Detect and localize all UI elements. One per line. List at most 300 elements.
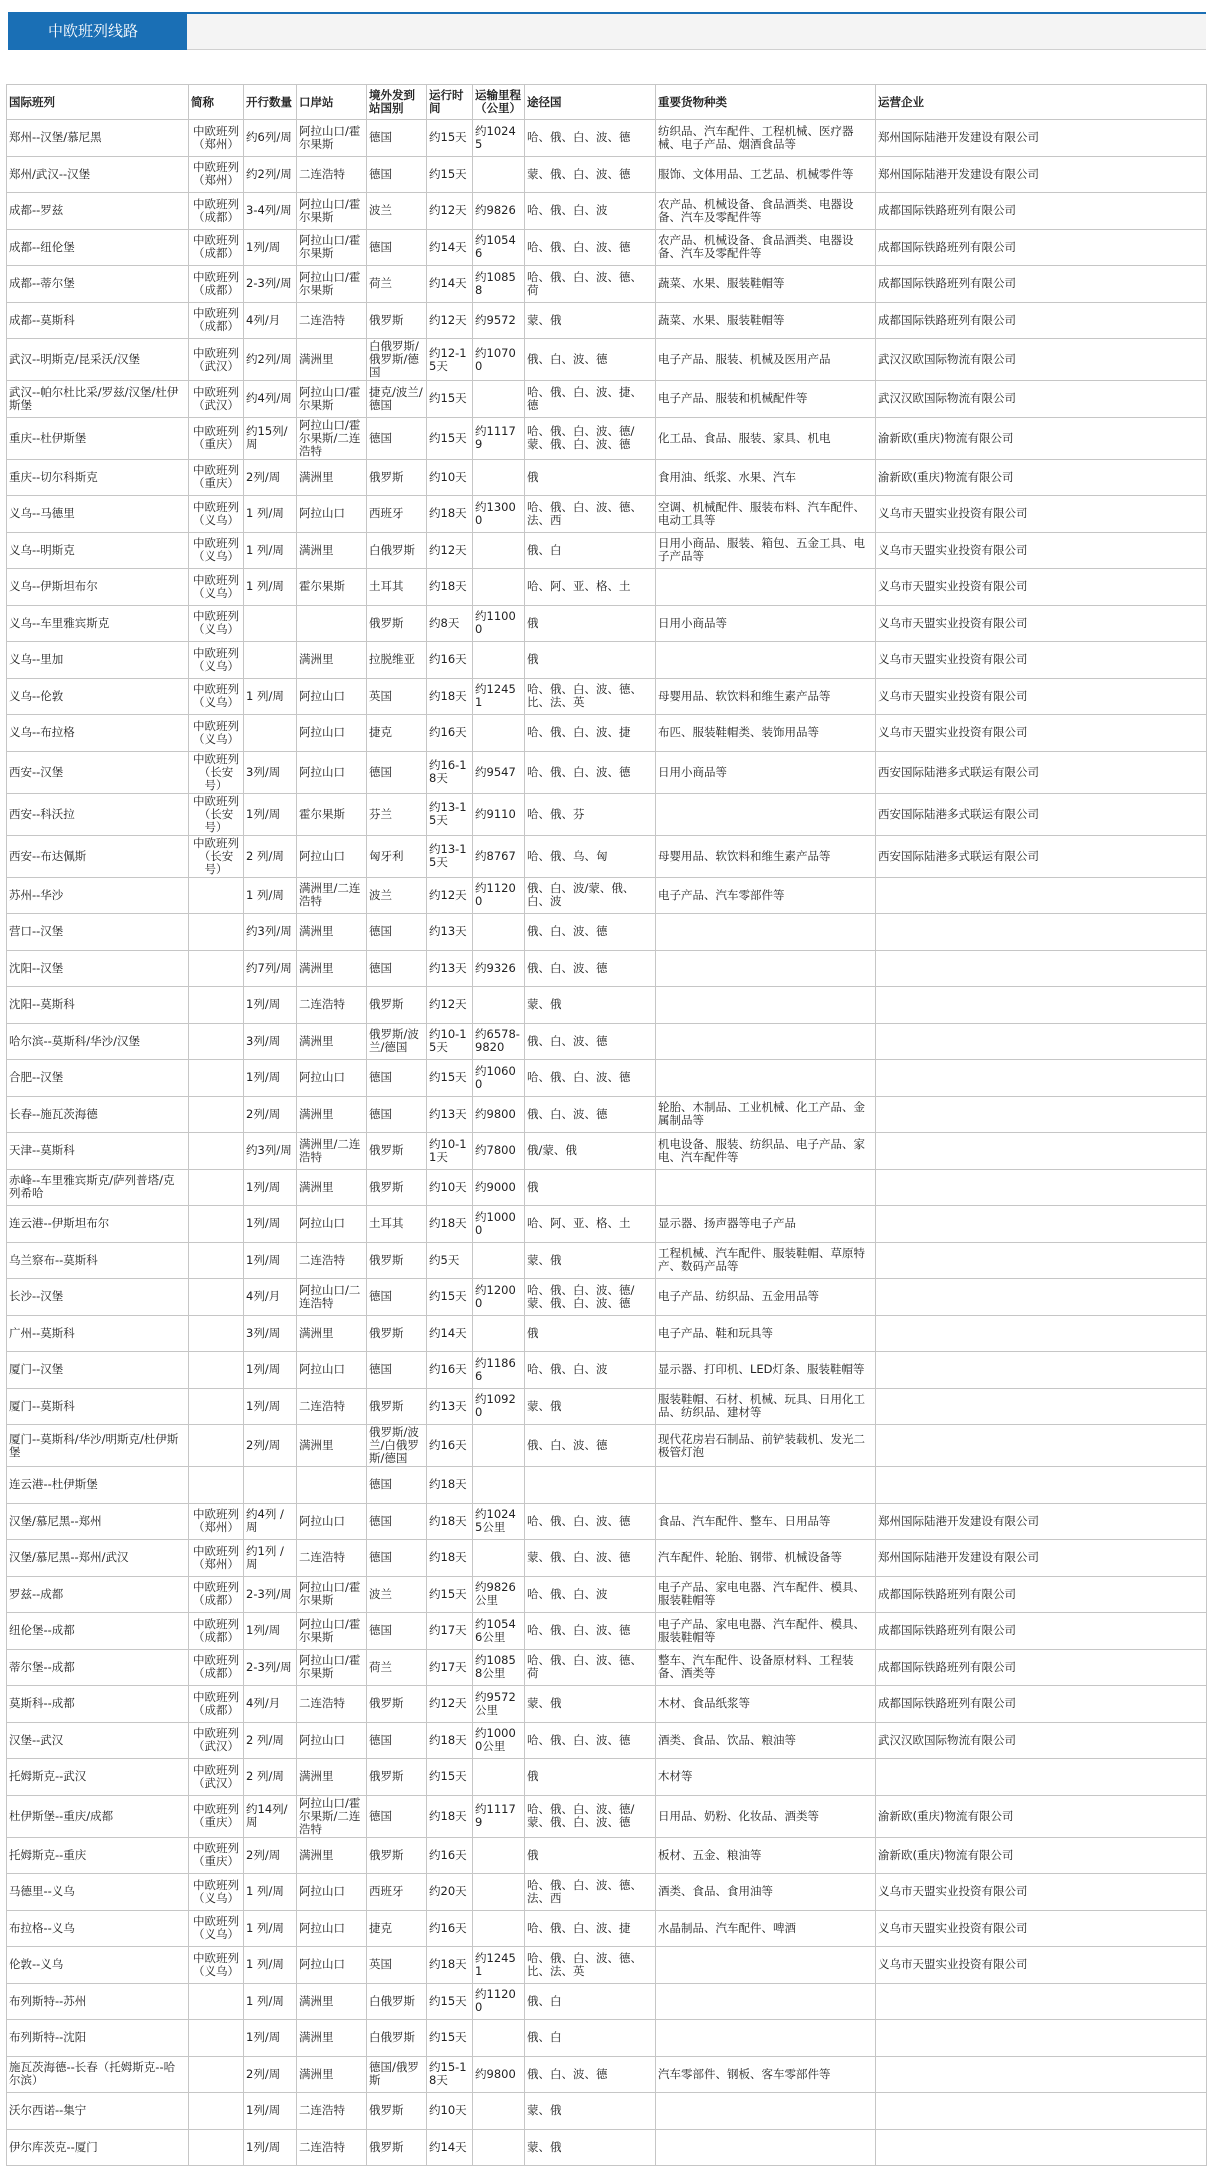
table-cell: 中欧班列（重庆）	[189, 417, 244, 459]
table-cell: 成都国际铁路班列有限公司	[876, 266, 1207, 303]
table-cell: 义乌--伊斯坦布尔	[7, 569, 189, 606]
table-cell: 约10000公里	[473, 1722, 525, 1759]
table-cell: 成都国际铁路班列有限公司	[876, 1576, 1207, 1613]
table-cell: 约15天	[427, 1279, 473, 1316]
table-cell: 俄罗斯	[367, 1169, 427, 1206]
table-cell: 电子产品、家电电器、汽车配件、模具、服装鞋帽等	[656, 1576, 876, 1613]
table-cell: 沃尔西诺--集宁	[7, 2093, 189, 2130]
table-cell: 俄、白、波、德	[525, 2056, 656, 2093]
table-cell: 约18天	[427, 1503, 473, 1540]
table-cell	[189, 1315, 244, 1352]
table-cell: 约15天	[427, 1060, 473, 1097]
table-row	[7, 2093, 1207, 2130]
table-cell	[876, 1279, 1207, 1316]
table-cell: 约1列 / 周	[244, 1540, 297, 1577]
table-cell: 满洲里	[297, 950, 367, 987]
table-cell: 义乌市天盟实业投资有限公司	[876, 642, 1207, 679]
table-cell: 约10245公里	[473, 1503, 525, 1540]
table-cell: 满洲里	[297, 1315, 367, 1352]
table-cell: 1 列/周	[244, 569, 297, 606]
table-cell: 约10天	[427, 459, 473, 496]
table-cell: 布拉格--义乌	[7, 1910, 189, 1947]
table-cell: 德国	[367, 229, 427, 266]
table-cell: 约15天	[427, 1576, 473, 1613]
table-cell	[656, 2093, 876, 2130]
table-cell: 长春--施瓦茨海德	[7, 1096, 189, 1133]
table-cell	[876, 1242, 1207, 1279]
table-cell: 二连浩特	[297, 2129, 367, 2166]
table-cell: 约12天	[427, 1686, 473, 1723]
table-cell: 蒙、俄	[525, 2129, 656, 2166]
table-cell: 约10-15天	[427, 1023, 473, 1060]
table-row	[7, 569, 1207, 606]
table-cell: 德国	[367, 950, 427, 987]
table-cell: 成都国际铁路班列有限公司	[876, 193, 1207, 230]
section-header-bar	[8, 12, 1206, 50]
table-cell: 连云港--杜伊斯堡	[7, 1467, 189, 1504]
table-cell	[189, 2129, 244, 2166]
table-cell: 西安国际陆港多式联运有限公司	[876, 793, 1207, 835]
table-cell: 中欧班列（义乌）	[189, 1910, 244, 1947]
table-row	[7, 642, 1207, 679]
table-cell: 德国	[367, 1096, 427, 1133]
table-cell	[189, 1279, 244, 1316]
table-cell	[876, 1983, 1207, 2020]
table-cell: 1列/周	[244, 1352, 297, 1389]
table-cell: 俄罗斯	[367, 1686, 427, 1723]
table-cell: 哈、俄、白、波、德、比、法、英	[525, 678, 656, 715]
table-cell: 蒙、俄、白、波、德	[525, 156, 656, 193]
table-cell: 蒙、俄	[525, 302, 656, 339]
table-cell: 1列/周	[244, 793, 297, 835]
table-cell: 郑州国际陆港开发建设有限公司	[876, 120, 1207, 157]
table-cell: 约18天	[427, 1206, 473, 1243]
table-cell: 日用小商品等	[656, 751, 876, 793]
table-cell	[473, 2020, 525, 2057]
table-cell: 哈、阿、亚、格、土	[525, 1206, 656, 1243]
table-cell: 哈、俄、白、波、德/蒙、俄、白、波、德	[525, 1795, 656, 1837]
table-row	[7, 751, 1207, 793]
table-row	[7, 1874, 1207, 1911]
table-cell: 约12天	[427, 302, 473, 339]
table-cell: 约16天	[427, 1910, 473, 1947]
table-cell: 哈尔滨--莫斯科/华沙/汉堡	[7, 1023, 189, 1060]
table-cell: 德国	[367, 1060, 427, 1097]
table-cell: 日用品、奶粉、化妆品、酒类等	[656, 1795, 876, 1837]
table-cell: 约7列/周	[244, 950, 297, 987]
table-cell	[473, 987, 525, 1024]
table-cell: 中欧班列（郑州）	[189, 120, 244, 157]
table-cell: 英国	[367, 678, 427, 715]
table-cell	[876, 2056, 1207, 2093]
table-cell: 哈、俄、芬	[525, 793, 656, 835]
table-cell: 杜伊斯堡--重庆/成都	[7, 1795, 189, 1837]
table-cell: 满洲里	[297, 2056, 367, 2093]
table-cell: 约11000	[473, 605, 525, 642]
table-cell: 满洲里	[297, 459, 367, 496]
table-cell: 德国	[367, 156, 427, 193]
table-cell	[656, 987, 876, 1024]
table-cell	[525, 1467, 656, 1504]
table-cell: 4列/月	[244, 1686, 297, 1723]
table-cell: 1列/周	[244, 987, 297, 1024]
table-row	[7, 1388, 1207, 1425]
table-cell: 约14天	[427, 2129, 473, 2166]
table-cell: 哈、俄、白、波、德、荷	[525, 266, 656, 303]
table-cell: 中欧班列（成都）	[189, 193, 244, 230]
table-row	[7, 1023, 1207, 1060]
table-cell: 约10600	[473, 1060, 525, 1097]
table-cell: 服饰、文体用品、工艺品、机械零件等	[656, 156, 876, 193]
table-cell: 约14列/周	[244, 1795, 297, 1837]
table-cell	[189, 2020, 244, 2057]
table-cell: 1 列/周	[244, 1983, 297, 2020]
table-cell: 荷兰	[367, 1649, 427, 1686]
table-cell: 德国	[367, 1795, 427, 1837]
table-cell: 2列/周	[244, 459, 297, 496]
table-cell: 约10000	[473, 1206, 525, 1243]
table-cell: 波兰	[367, 1576, 427, 1613]
table-cell: 西安国际陆港多式联运有限公司	[876, 835, 1207, 877]
table-cell: 约11866	[473, 1352, 525, 1389]
table-row	[7, 1169, 1207, 1206]
table-cell: 中欧班列（义乌）	[189, 569, 244, 606]
column-header: 重要货物种类	[656, 85, 876, 120]
table-cell	[189, 1133, 244, 1170]
table-cell: 1列/周	[244, 2020, 297, 2057]
table-cell	[473, 1837, 525, 1874]
table-cell: 汉堡--武汉	[7, 1722, 189, 1759]
table-cell: 约18天	[427, 1795, 473, 1837]
column-header: 运营企业	[876, 85, 1207, 120]
table-cell: 约16天	[427, 642, 473, 679]
table-cell: 空调、机械配件、服装布料、汽车配件、电动工具等	[656, 496, 876, 533]
table-row	[7, 914, 1207, 951]
table-cell: 约16天	[427, 1425, 473, 1467]
table-cell: 约9800	[473, 2056, 525, 2093]
table-cell: 哈、俄、白、波	[525, 1352, 656, 1389]
table-cell: 俄罗斯	[367, 459, 427, 496]
table-cell: 义乌--马德里	[7, 496, 189, 533]
table-cell: 二连浩特	[297, 2093, 367, 2130]
table-cell: 武汉汉欧国际物流有限公司	[876, 381, 1207, 418]
table-cell: 满洲里	[297, 339, 367, 381]
table-cell: 阿拉山口	[297, 1874, 367, 1911]
table-cell: 约2列/周	[244, 339, 297, 381]
table-cell	[876, 1206, 1207, 1243]
table-cell: 托姆斯克--武汉	[7, 1759, 189, 1796]
table-cell: 蒙、俄	[525, 1388, 656, 1425]
table-cell: 白俄罗斯	[367, 2020, 427, 2057]
table-cell: 俄罗斯	[367, 605, 427, 642]
table-cell: 波兰	[367, 877, 427, 914]
table-row	[7, 1242, 1207, 1279]
table-cell	[189, 1425, 244, 1467]
table-cell: 霍尔果斯	[297, 793, 367, 835]
table-cell: 中欧班列（成都）	[189, 1686, 244, 1723]
table-cell: 二连浩特	[297, 1540, 367, 1577]
table-row	[7, 1983, 1207, 2020]
table-row	[7, 1540, 1207, 1577]
table-cell	[189, 2093, 244, 2130]
table-cell: 约18天	[427, 1947, 473, 1984]
table-cell: 满洲里	[297, 1096, 367, 1133]
table-cell: 约2列/周	[244, 156, 297, 193]
table-cell: 满洲里/二连浩特	[297, 1133, 367, 1170]
column-header: 口岸站	[297, 85, 367, 120]
table-cell: 俄罗斯	[367, 1315, 427, 1352]
table-cell: 满洲里	[297, 914, 367, 951]
table-cell	[876, 914, 1207, 951]
table-cell: 约15天	[427, 2020, 473, 2057]
table-cell: 约10天	[427, 2093, 473, 2130]
table-cell: 德国	[367, 1352, 427, 1389]
table-cell: 中欧班列（成都）	[189, 229, 244, 266]
table-row	[7, 266, 1207, 303]
table-cell: 约12000	[473, 1279, 525, 1316]
table-row	[7, 1686, 1207, 1723]
table-cell: 哈、俄、白、波、德/蒙、俄、白、波、德	[525, 1279, 656, 1316]
table-cell: 约15天	[427, 417, 473, 459]
table-row	[7, 715, 1207, 752]
table-cell: 阿拉山口	[297, 1352, 367, 1389]
table-cell: 捷克	[367, 1910, 427, 1947]
table-cell	[656, 793, 876, 835]
table-cell: 中欧班列（郑州）	[189, 1503, 244, 1540]
table-row	[7, 193, 1207, 230]
table-cell	[297, 605, 367, 642]
table-cell: 义乌市天盟实业投资有限公司	[876, 532, 1207, 569]
table-cell: 中欧班列（成都）	[189, 1649, 244, 1686]
table-cell: 拉脱维亚	[367, 642, 427, 679]
table-cell: 阿拉山口	[297, 1947, 367, 1984]
table-row	[7, 229, 1207, 266]
table-cell	[656, 914, 876, 951]
table-cell	[876, 2129, 1207, 2166]
table-cell: 西安--布达佩斯	[7, 835, 189, 877]
table-cell: 托姆斯克--重庆	[7, 1837, 189, 1874]
table-cell: 水晶制品、汽车配件、啤酒	[656, 1910, 876, 1947]
table-cell: 约8天	[427, 605, 473, 642]
table-row	[7, 835, 1207, 877]
table-cell: 日用小商品等	[656, 605, 876, 642]
table-cell	[473, 569, 525, 606]
table-cell	[876, 1388, 1207, 1425]
table-cell: 约12-15天	[427, 339, 473, 381]
table-cell: 武汉汉欧国际物流有限公司	[876, 339, 1207, 381]
table-cell	[189, 1242, 244, 1279]
table-cell: 土耳其	[367, 569, 427, 606]
table-cell	[656, 2020, 876, 2057]
table-cell: 俄	[525, 605, 656, 642]
table-cell: 阿拉山口	[297, 751, 367, 793]
table-cell	[189, 1096, 244, 1133]
table-cell: 蒙、俄	[525, 1242, 656, 1279]
table-row	[7, 1315, 1207, 1352]
table-cell	[876, 1759, 1207, 1796]
table-cell: 俄罗斯/波兰/德国	[367, 1023, 427, 1060]
table-cell: 约3列/周	[244, 914, 297, 951]
section-tab[interactable]: 中欧班列线路	[8, 12, 187, 50]
table-cell	[189, 1023, 244, 1060]
table-cell: 白俄罗斯	[367, 1983, 427, 2020]
table-cell	[656, 950, 876, 987]
table-cell: 约16天	[427, 1837, 473, 1874]
table-cell	[473, 1910, 525, 1947]
table-cell: 2列/周	[244, 1096, 297, 1133]
table-cell	[473, 642, 525, 679]
table-cell	[189, 1206, 244, 1243]
table-cell: 约6列/周	[244, 120, 297, 157]
table-cell: 阿拉山口/霍尔果斯	[297, 1613, 367, 1650]
table-cell: 阿拉山口/霍尔果斯	[297, 229, 367, 266]
table-cell	[473, 459, 525, 496]
table-cell: 2列/周	[244, 1837, 297, 1874]
table-cell: 哈、俄、白、波、捷	[525, 1910, 656, 1947]
table-row	[7, 605, 1207, 642]
table-cell: 捷克	[367, 715, 427, 752]
table-cell: 成都国际铁路班列有限公司	[876, 1686, 1207, 1723]
table-cell: 阿拉山口/二连浩特	[297, 1279, 367, 1316]
table-cell: 蒙、俄	[525, 1686, 656, 1723]
table-cell: 阿拉山口	[297, 1206, 367, 1243]
table-cell: 沈阳--汉堡	[7, 950, 189, 987]
table-cell: 约6578-9820	[473, 1023, 525, 1060]
table-cell: 俄、白、波/蒙、俄、白、波	[525, 877, 656, 914]
table-row	[7, 1910, 1207, 1947]
table-row	[7, 1613, 1207, 1650]
table-row	[7, 1133, 1207, 1170]
table-cell	[189, 1352, 244, 1389]
table-cell: 约7800	[473, 1133, 525, 1170]
table-cell: 德国	[367, 751, 427, 793]
table-cell: 汽车零部件、钢板、客车零部件等	[656, 2056, 876, 2093]
table-cell	[189, 2056, 244, 2093]
table-cell	[189, 1169, 244, 1206]
table-cell: 英国	[367, 1947, 427, 1984]
table-cell: 俄、白、波、德	[525, 914, 656, 951]
table-cell: 德国	[367, 1467, 427, 1504]
table-cell: 武汉汉欧国际物流有限公司	[876, 1722, 1207, 1759]
table-row	[7, 1649, 1207, 1686]
table-cell	[189, 1388, 244, 1425]
table-cell: 德国	[367, 1722, 427, 1759]
table-cell: 成都国际铁路班列有限公司	[876, 1649, 1207, 1686]
table-cell: 俄罗斯	[367, 1388, 427, 1425]
table-cell	[876, 1060, 1207, 1097]
table-cell: 母婴用品、软饮料和维生素产品等	[656, 835, 876, 877]
table-cell: 芬兰	[367, 793, 427, 835]
table-cell: 成都--罗兹	[7, 193, 189, 230]
table-row	[7, 1206, 1207, 1243]
table-row	[7, 1503, 1207, 1540]
column-header: 运行时间	[427, 85, 473, 120]
table-cell: 合肥--汉堡	[7, 1060, 189, 1097]
table-cell: 约9826公里	[473, 1576, 525, 1613]
table-cell: 武汉--明斯克/昆采沃/汉堡	[7, 339, 189, 381]
table-cell	[876, 950, 1207, 987]
table-cell: 化工品、食品、服装、家具、机电	[656, 417, 876, 459]
table-cell: 满洲里	[297, 1425, 367, 1467]
table-row	[7, 1795, 1207, 1837]
table-cell: 木材、食品纸浆等	[656, 1686, 876, 1723]
table-cell: 俄罗斯	[367, 1759, 427, 1796]
table-cell: 郑州国际陆港开发建设有限公司	[876, 156, 1207, 193]
table-cell: 哈、俄、白、波、德	[525, 120, 656, 157]
table-cell: 约11200	[473, 1983, 525, 2020]
table-cell: 整车、汽车配件、设备原材料、工程装备、酒类等	[656, 1649, 876, 1686]
table-cell: 哈、俄、白、波、捷、德	[525, 381, 656, 418]
table-cell: 纽伦堡--成都	[7, 1613, 189, 1650]
table-cell: 俄、白	[525, 532, 656, 569]
table-cell	[876, 2020, 1207, 2057]
table-cell: 俄、白、波、德	[525, 339, 656, 381]
table-cell: 约4列/周	[244, 381, 297, 418]
table-cell: 服装鞋帽、石材、机械、玩具、日用化工品、纺织品、建材等	[656, 1388, 876, 1425]
table-cell: 约12天	[427, 532, 473, 569]
table-cell: 中欧班列（义乌）	[189, 496, 244, 533]
table-cell: 哈、阿、亚、格、土	[525, 569, 656, 606]
table-cell: 俄罗斯	[367, 302, 427, 339]
table-cell: 阿拉山口	[297, 715, 367, 752]
table-cell: 约14天	[427, 229, 473, 266]
table-cell: 汉堡/慕尼黑--郑州	[7, 1503, 189, 1540]
table-cell: 工程机械、汽车配件、服装鞋帽、草原特产、数码产品等	[656, 1242, 876, 1279]
table-row	[7, 1759, 1207, 1796]
table-cell: 约9572公里	[473, 1686, 525, 1723]
table-cell: 电子产品、服装和机械配件等	[656, 381, 876, 418]
table-cell: 俄、白、波、德	[525, 1096, 656, 1133]
table-cell: 二连浩特	[297, 1388, 367, 1425]
table-cell: 俄罗斯	[367, 987, 427, 1024]
table-cell: 2 列/周	[244, 1759, 297, 1796]
table-row	[7, 1837, 1207, 1874]
table-cell: 2-3列/周	[244, 1576, 297, 1613]
table-cell	[473, 2093, 525, 2130]
table-cell: 厦门--莫斯科/华沙/明斯克/杜伊斯堡	[7, 1425, 189, 1467]
table-cell: 德国	[367, 914, 427, 951]
table-cell	[473, 1425, 525, 1467]
table-cell: 电子产品、家电电器、汽车配件、模具、服装鞋帽等	[656, 1613, 876, 1650]
table-cell: 中欧班列（成都）	[189, 1613, 244, 1650]
table-cell: 俄罗斯	[367, 2093, 427, 2130]
table-cell: 渝新欧(重庆)物流有限公司	[876, 1795, 1207, 1837]
table-cell	[189, 877, 244, 914]
table-cell: 俄、白、波、德	[525, 950, 656, 987]
table-cell: 约17天	[427, 1613, 473, 1650]
table-cell: 西班牙	[367, 496, 427, 533]
table-cell: 约11200	[473, 877, 525, 914]
table-cell: 约18天	[427, 1722, 473, 1759]
table-cell: 义乌--明斯克	[7, 532, 189, 569]
table-cell: 蒂尔堡--成都	[7, 1649, 189, 1686]
table-cell: 约13天	[427, 914, 473, 951]
table-cell	[473, 1759, 525, 1796]
table-cell: 施瓦茨海德--长春（托姆斯克--哈尔滨）	[7, 2056, 189, 2093]
table-cell	[473, 532, 525, 569]
table-cell: 阿拉山口/霍尔果斯	[297, 1576, 367, 1613]
table-row	[7, 156, 1207, 193]
table-cell: 莫斯科--成都	[7, 1686, 189, 1723]
table-cell: 中欧班列（义乌）	[189, 642, 244, 679]
table-cell	[876, 987, 1207, 1024]
table-cell	[297, 1467, 367, 1504]
table-cell: 2 列/周	[244, 1722, 297, 1759]
table-row	[7, 2020, 1207, 2057]
table-cell: 约13-15天	[427, 793, 473, 835]
table-cell: 约10858	[473, 266, 525, 303]
table-cell: 电子产品、汽车零部件等	[656, 877, 876, 914]
